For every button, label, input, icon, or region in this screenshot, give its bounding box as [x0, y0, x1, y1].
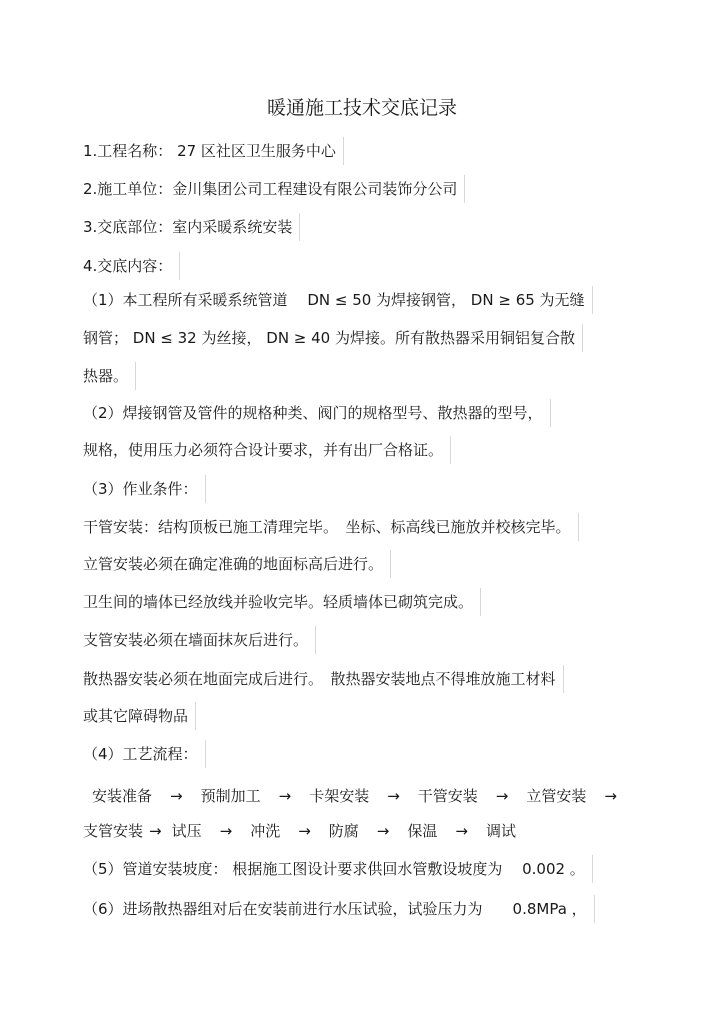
flow-step: 支管安装: [83, 822, 144, 840]
doc-line-item-1b: 钢管； DN ≤ 32 为丝接， DN ≥ 40 为焊接。所有散热器采用铜铝复合散: [83, 329, 575, 347]
doc-line-riser: 立管安装必须在确定准确的地面标高后进行。: [83, 555, 384, 573]
flow-step: 保温: [407, 822, 438, 840]
doc-line-item-3: （3）作业条件：: [83, 480, 198, 498]
doc-line-branch-pipe: 支管安装必须在墙面抹灰后进行。: [83, 631, 309, 649]
arrow-right-icon: →: [387, 787, 400, 805]
process-flow-row-1: [92, 786, 635, 806]
flow-step: 防腐: [328, 822, 359, 840]
doc-line-main-pipe: 干管安装：结构顶板已施工清理完毕。 坐标、标高线已施放并校核完毕。: [83, 518, 571, 536]
doc-line-item-5: （5）管道安装坡度： 根据施工图设计要求供回水管敷设坡度为 0.002 。: [83, 860, 585, 878]
document-title: 暖通施工技术交底记录: [266, 97, 457, 119]
doc-line-bathroom-wall: 卫生间的墙体已经放线并验收完毕。轻质墙体已砌筑完成。: [83, 593, 474, 611]
arrow-right-icon: →: [604, 787, 617, 805]
flow-step: 立管安装: [526, 787, 587, 805]
arrow-right-icon: →: [298, 822, 311, 840]
doc-line-item-4: （4）工艺流程：: [83, 745, 198, 763]
doc-line-item-6: （6）进场散热器组对后在安装前进行水压试验，试验压力为 0.8MPa ，: [83, 900, 587, 918]
arrow-right-icon: →: [278, 787, 292, 805]
doc-line-radiator-b: 或其它障碍物品: [83, 707, 189, 725]
doc-line-disclosure-content: 4.交底内容：: [83, 257, 173, 275]
doc-line-disclosure-part: 3.交底部位：室内采暖系统安装: [83, 218, 293, 236]
doc-line-item-1c: 热器。: [83, 367, 129, 385]
arrow-right-icon: →: [170, 787, 183, 805]
arrow-right-icon: →: [219, 822, 233, 840]
flow-step: 干管安装: [417, 787, 478, 805]
flow-step: 预制加工: [200, 787, 261, 805]
arrow-right-icon: →: [455, 822, 468, 840]
doc-line-radiator-a: 散热器安装必须在地面完成后进行。 散热器安装地点不得堆放施工材料: [83, 670, 556, 688]
doc-line-item-2b: 规格，使用压力必须符合设计要求，并有出厂合格证。: [83, 441, 444, 459]
doc-line-construction-unit: 2.施工单位：金川集团公司工程建设有限公司装饰分公司: [83, 180, 458, 198]
arrow-right-icon: →: [149, 822, 162, 840]
flow-step: 安装准备: [92, 787, 153, 805]
flow-step: 冲洗: [250, 822, 281, 840]
doc-line-item-2a: （2）焊接钢管及管件的规格种类、阀门的规格型号、散热器的型号，: [83, 404, 543, 422]
process-flow-row-2: [83, 821, 516, 841]
flow-step: 卡架安装: [309, 787, 370, 805]
flow-step: 试压: [171, 822, 202, 840]
arrow-right-icon: →: [495, 787, 509, 805]
arrow-right-icon: →: [376, 822, 390, 840]
flow-step: 调试: [485, 822, 516, 840]
doc-line-project-name: 1.工程名称： 27 区社区卫生服务中心: [83, 142, 336, 160]
doc-line-item-1a: （1）本工程所有采暖系统管道 DN ≤ 50 为焊接钢管， DN ≥ 65 为无缝: [83, 291, 585, 309]
